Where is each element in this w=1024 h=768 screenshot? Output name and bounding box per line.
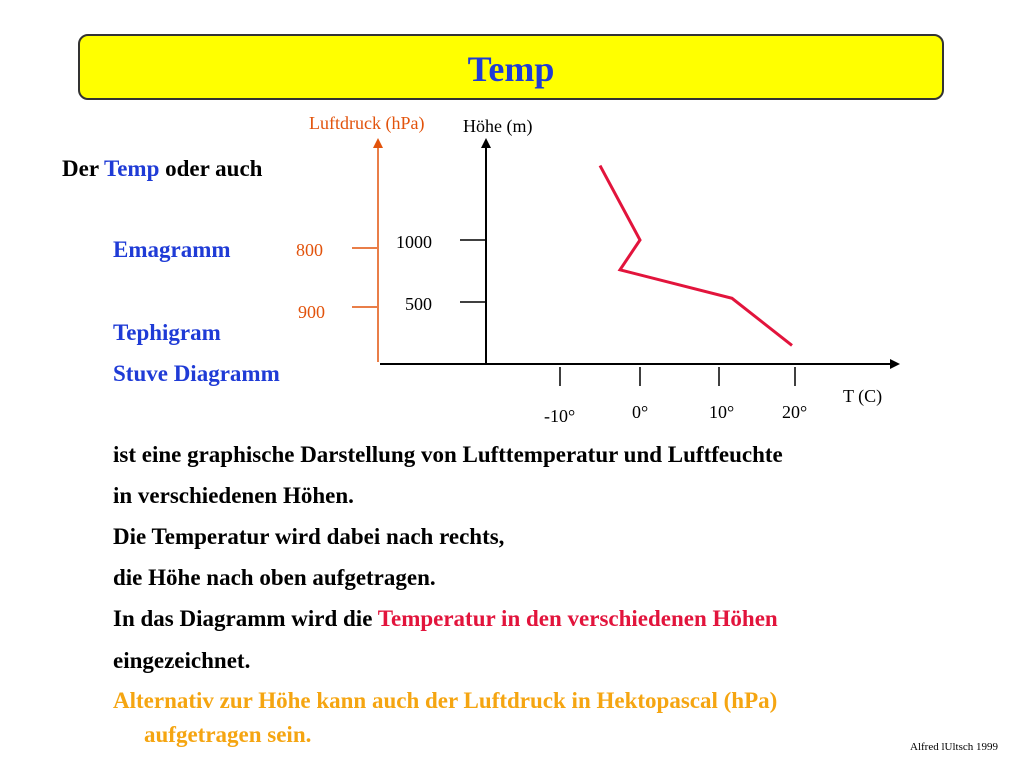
temperature-profile-line <box>600 166 792 346</box>
body-line-6: eingezeichnet. <box>113 648 251 673</box>
pressure-axis-label: Luftdruck (hPa) <box>309 113 425 133</box>
height-label-1000: 1000 <box>396 232 432 252</box>
body-line-2: in verschiedenen Höhen. <box>113 483 354 508</box>
temp-label-10: 10° <box>709 402 735 422</box>
temperature-axis-label: T (C) <box>843 386 883 406</box>
body-line-5-highlight: Temperatur in den verschiedenen Höhen <box>377 606 778 631</box>
synonym-tephigram: Tephigram <box>113 320 221 345</box>
temp-label-minus10: -10° <box>544 406 576 426</box>
body-line-3: Die Temperatur wird dabei nach rechts, <box>113 524 505 549</box>
intro-suffix: oder auch <box>165 156 263 181</box>
intro-prefix: Der <box>62 156 99 181</box>
footer-credit: Alfred lUltsch 1999 <box>910 741 998 753</box>
intro-highlight: Temp <box>103 156 160 181</box>
height-axis-label: Höhe (m) <box>463 116 533 136</box>
body-line-1: ist eine graphische Darstellung von Lufttemperatur und Luftfeuchte <box>113 442 783 467</box>
slide-title: Temp <box>467 49 555 89</box>
synonym-emagramm: Emagramm <box>113 237 231 262</box>
body-line-4: die Höhe nach oben aufgetragen. <box>113 565 436 590</box>
pressure-label-800: 800 <box>296 240 323 260</box>
synonym-stuve: Stuve Diagramm <box>113 361 280 386</box>
alternative-line-2: aufgetragen sein. <box>144 722 312 747</box>
temp-label-0: 0° <box>632 402 649 422</box>
pressure-label-900: 900 <box>298 302 325 322</box>
temp-label-20: 20° <box>782 402 808 422</box>
height-label-500: 500 <box>405 294 432 314</box>
alternative-line-1: Alternativ zur Höhe kann auch der Luftdruck in Hektopascal (hPa) <box>113 688 778 713</box>
body-line-5-prefix: In das Diagramm wird die <box>113 606 373 631</box>
body-line-5 <box>113 606 778 632</box>
